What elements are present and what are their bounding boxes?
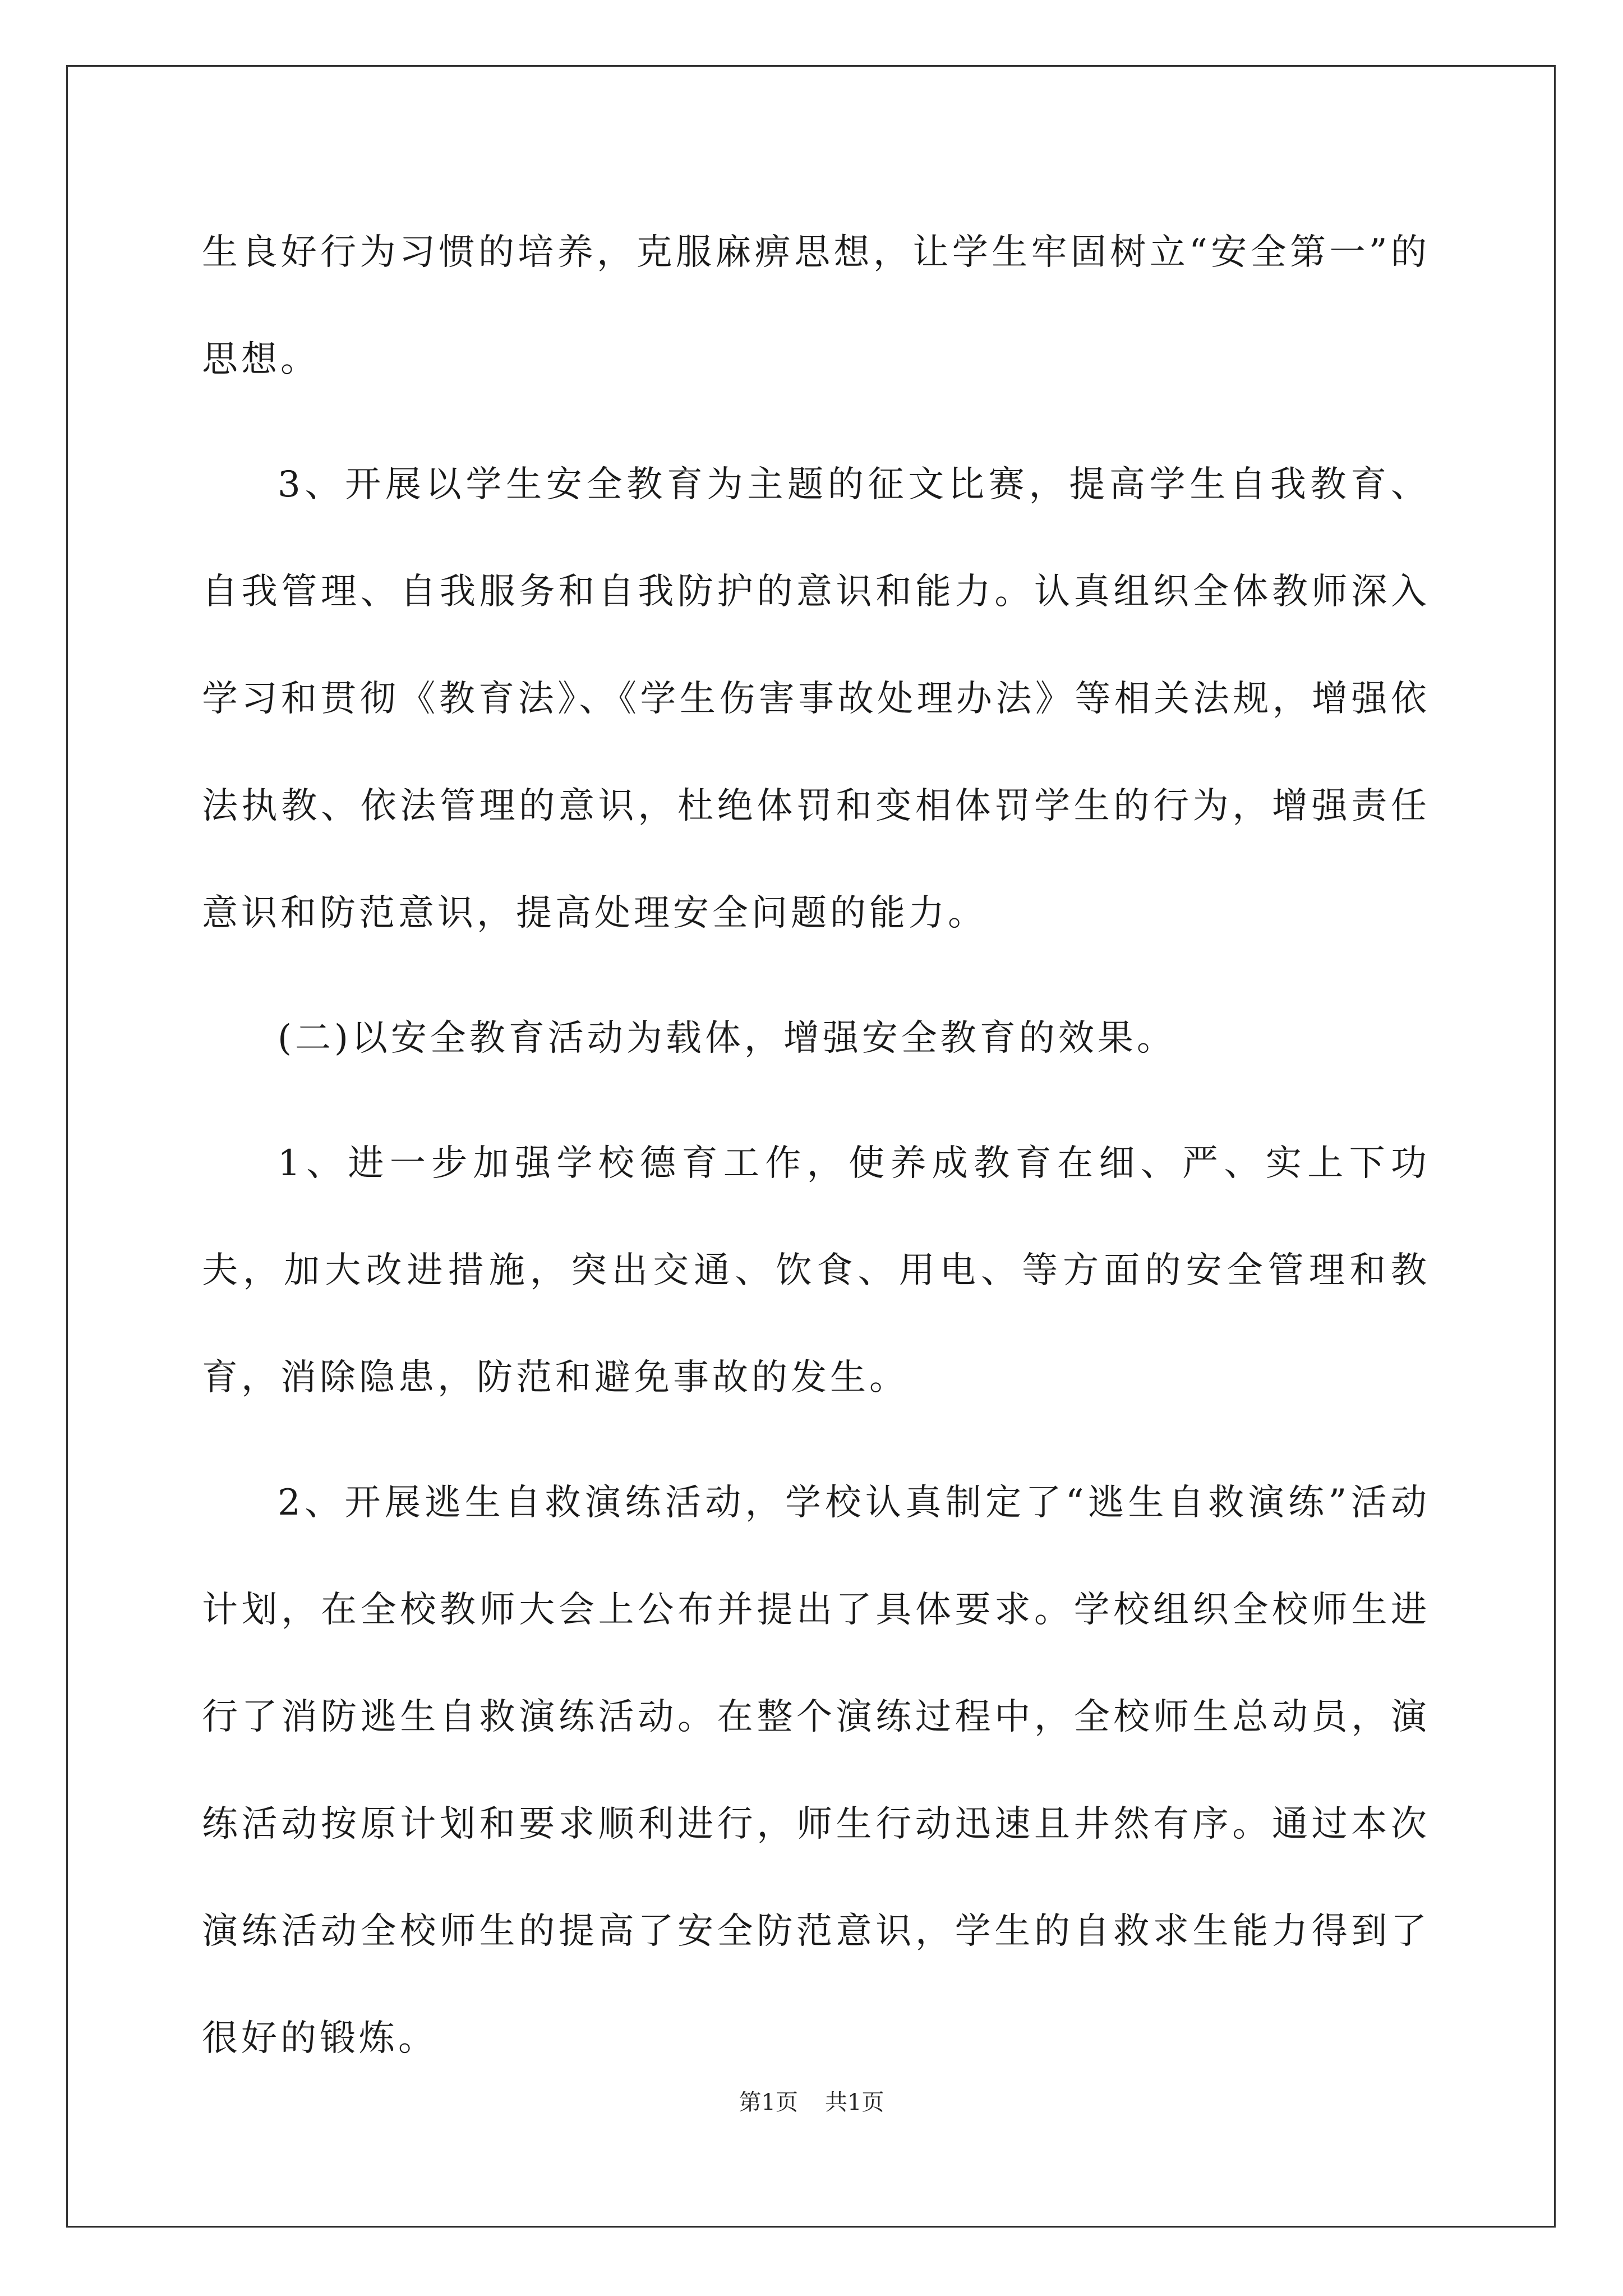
paragraph: 2、开展逃生自救演练活动，学校认真制定了“逃生自救演练”活动计划，在全校教师大会上公布并提出了具体要求。学校组织全校师生进行了消防逃生自救演练活动。在整个演练过程中，全校师生总动员，演练活动按原计划和要求顺利进行，师生行动迅速且井然有序。通过本次演练活动全校师生的提高了安全防范意识，学生的自救求生能力得到了很好的锻炼。: [202, 1482, 1430, 2059]
page-footer: [0, 2086, 1623, 2119]
page-total: 共1页: [825, 2090, 884, 2115]
paragraph: 3、开展以学生安全教育为主题的征文比赛，提高学生自我教育、自我管理、自我服务和自我防护的意识和能力。认真组织全体教师深入学习和贯彻《教育法》、《学生伤害事故处理办法》等相关法规，增强依法执教、依法管理的意识，杜绝体罚和变相体罚学生的行为，增强责任意识和防范意识，提高处理安全问题的能力。: [202, 464, 1430, 934]
document-body: [202, 199, 1430, 2110]
paragraph: 生良好行为习惯的培养，克服麻痹思想，让学生牢固树立“安全第一”的思想。: [202, 232, 1430, 380]
paragraph: 1、进一步加强学校德育工作，使养成教育在细、严、实上下功夫，加大改进措施，突出交通、饮食、用电、等方面的安全管理和教育，消除隐患，防范和避免事故的发生。: [202, 1143, 1430, 1398]
page-number: 第1页: [739, 2090, 798, 2115]
paragraph: (二)以安全教育活动为载体，增强安全教育的效果。: [278, 1018, 1176, 1059]
